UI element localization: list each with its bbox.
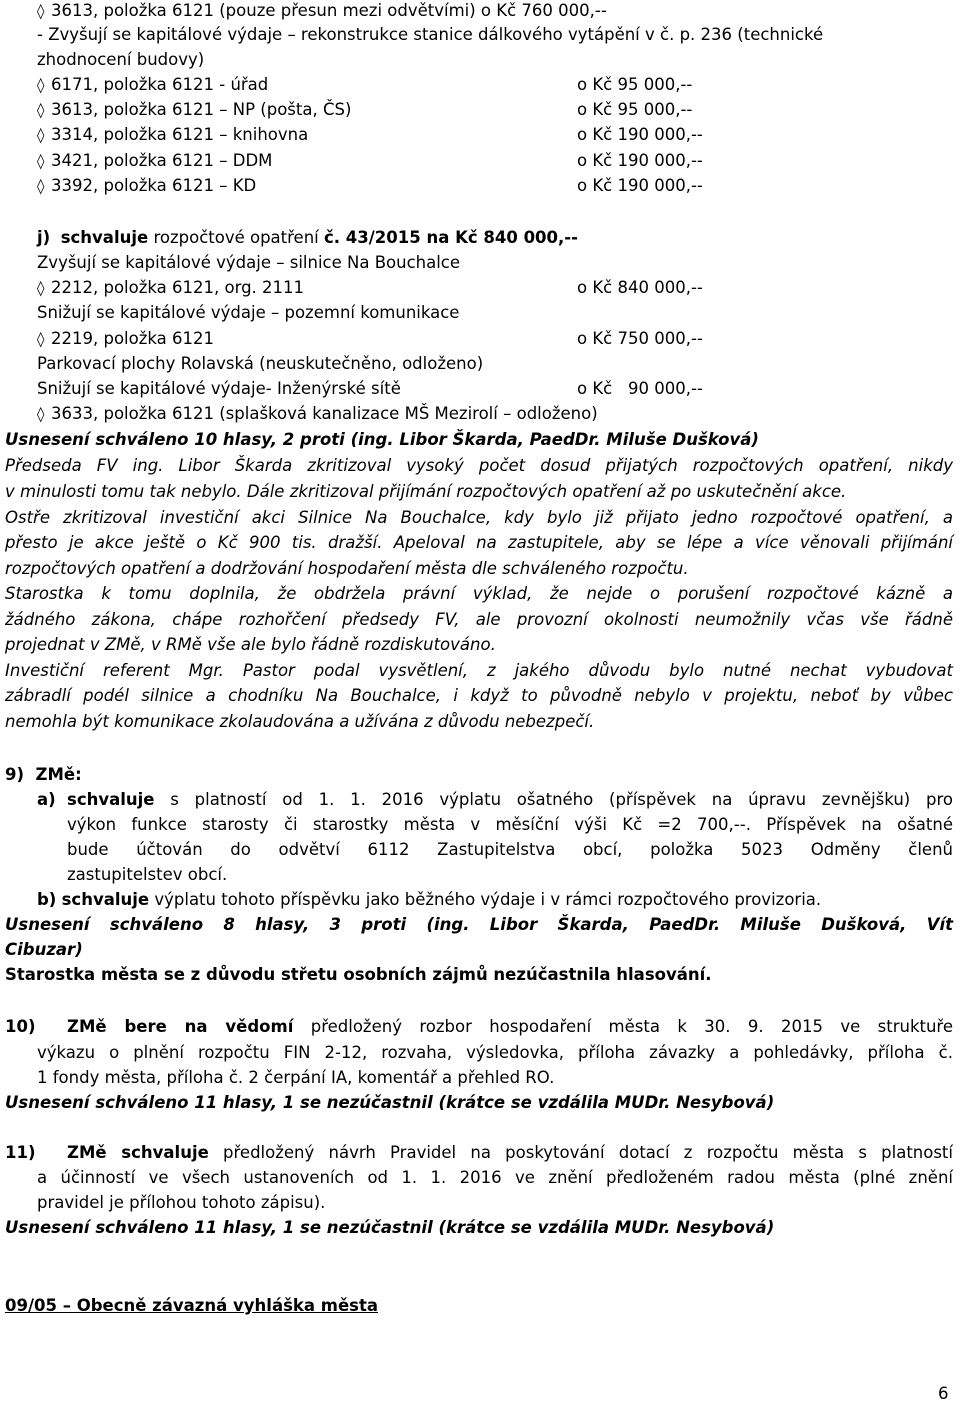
resolution-9: Usnesení schváleno 8 hlasy, 3 proti (ing. Libor Škarda, PaedDr. Miluše Dušková, Vít	[5, 915, 953, 934]
budget-row: ◊ 6171, položka 6121 - úřad o Kč 95 000,--	[37, 75, 693, 94]
resolution-9-cont: Cibuzar)	[5, 940, 83, 959]
diamond-bullet-icon: ◊	[37, 76, 45, 94]
item-j-line-1: j) schvaluje rozpočtové opatření č. 43/2015 na Kč 840 000,--	[37, 228, 578, 247]
para2-line: projednat v ZMě, v RMě vše ale bylo řádně rozdiskutováno.	[5, 635, 496, 654]
para2-line: Starostka k tomu doplnila, že obdržela právní výklad, že nejde o porušení rozpočtové kázně a	[5, 584, 953, 603]
section-9-heading: 9) ZMě:	[5, 765, 82, 784]
para1-line: Předseda FV ing. Libor Škarda zkritizoval vysoký počet dosud přijatých rozpočtových opatření, nikdy	[5, 456, 953, 475]
diamond-bullet-icon: ◊	[37, 279, 45, 297]
section-10-line: ZMě bere na vědomí předložený rozbor hospodaření města k 30. 9. 2015 ve struktuře	[67, 1017, 953, 1036]
diamond-bullet-icon: ◊	[37, 101, 45, 119]
para2-line: žádného zákona, chápe rozhořčení předsedy FV, ale provozní okolnosti neumožnily včas vše řádně	[5, 610, 953, 629]
item-j-line-5: ◊ 2219, položka 6121 o Kč 750 000,--	[37, 329, 703, 348]
resolution-10: Usnesení schváleno 11 hlasy, 1 se nezúčastnil (krátce se vzdálila MUDr. Nesybová)	[5, 1093, 775, 1112]
budget-row: ◊ 3613, položka 6121 – NP (pošta, ČS) o Kč 95 000,--	[37, 100, 693, 119]
item-j-line-2: Zvyšují se kapitálové výdaje – silnice Na Bouchalce	[37, 253, 461, 272]
item-j-line-7: Snižují se kapitálové výdaje- Inženýrské sítě o Kč 90 000,--	[37, 379, 703, 398]
para1-line: přesto je akce ještě o Kč 900 tis. dražší. Apeloval na zastupitele, aby se lépe a více věnovali přijímání	[5, 533, 953, 552]
section-9a-line: výkon funkce starosty či starostky města v měsíční výši Kč =2 700,--. Příspěvek na ošatné	[67, 815, 953, 834]
para3-line: zábradlí podél silnice a chodníku Na Bouchalce, i když to původně nebylo v projektu, neboť by vůbec	[5, 686, 953, 705]
para1-line: Ostře zkritizoval investiční akci Silnice Na Bouchalce, kdy bylo již přijato jedno rozpočtové opatření, a	[5, 508, 953, 527]
section-10-line: výkazu o plnění rozpočtu FIN 2-12, rozvaha, výsledovka, příloha závazky a pohledávky, příloha č.	[37, 1043, 953, 1062]
diamond-bullet-icon: ◊	[37, 177, 45, 195]
diamond-bullet-icon: ◊	[37, 2, 45, 20]
top-line-2: - Zvyšují se kapitálové výdaje – rekonstrukce stanice dálkového vytápění v č. p. 236 (technické	[37, 25, 824, 44]
item-j-line-6: Parkovací plochy Rolavská (neuskutečněno, odloženo)	[37, 354, 484, 373]
section-10-line: 1 fondy města, příloha č. 2 čerpání IA, komentář a přehled RO.	[37, 1068, 555, 1087]
top-line-1: ◊ 3613, položka 6121 (pouze přesun mezi odvětvími) o Kč 760 000,--	[37, 1, 607, 20]
page-number: 6	[938, 1384, 949, 1403]
section-11-line: ZMě schvaluje předložený návrh Pravidel na poskytování dotací z rozpočtu města s platností	[67, 1143, 953, 1162]
budget-row: ◊ 3314, položka 6121 – knihovna o Kč 190 000,--	[37, 125, 703, 144]
diamond-bullet-icon: ◊	[37, 152, 45, 170]
section-11-line: pravidel je přílohou tohoto zápisu).	[37, 1193, 326, 1212]
budget-row: ◊ 3421, položka 6121 – DDM o Kč 190 000,--	[37, 151, 703, 170]
diamond-bullet-icon: ◊	[37, 126, 45, 144]
top-line-3: zhodnocení budovy)	[37, 50, 205, 69]
resolution-11: Usnesení schváleno 11 hlasy, 1 se nezúčastnil (krátce se vzdálila MUDr. Nesybová)	[5, 1218, 775, 1237]
item-j-line-8: ◊ 3633, položka 6121 (splašková kanalizace MŠ Mezirolí – odloženo)	[37, 404, 598, 423]
para3-line: Investiční referent Mgr. Pastor podal vysvětlení, z jakého důvodu bylo nutné nechat vybudovat	[5, 661, 953, 680]
section-10-number: 10)	[5, 1017, 36, 1036]
para1-line: rozpočtových opatření a dodržování hospodaření města dle schváleného rozpočtu.	[5, 559, 689, 578]
section-11-number: 11)	[5, 1143, 36, 1162]
section-9a-label: a)	[37, 790, 56, 809]
section-heading: 09/05 – Obecně závazná vyhláška města	[5, 1296, 378, 1315]
para3-line: nemohla být komunikace zkolaudována a užívána z důvodu nebezpečí.	[5, 712, 595, 731]
section-9-note: Starostka města se z důvodu střetu osobních zájmů nezúčastnila hlasování.	[5, 965, 712, 984]
item-j-line-4: Snižují se kapitálové výdaje – pozemní komunikace	[37, 303, 460, 322]
diamond-bullet-icon: ◊	[37, 330, 45, 348]
section-9b-line: b) schvaluje výplatu tohoto příspěvku jako běžného výdaje i v rámci rozpočtového provizoria.	[37, 890, 822, 909]
resolution-1: Usnesení schváleno 10 hlasy, 2 proti (ing. Libor Škarda, PaedDr. Miluše Dušková)	[5, 430, 759, 449]
section-11-line: a účinností ve všech ustanoveních od 1. 1. 2016 ve znění předloženém radou města (plné znění	[37, 1168, 953, 1187]
section-9a-line: bude účtován do odvětví 6112 Zastupitelstva obcí, položka 5023 Odměny členů	[67, 840, 953, 859]
item-j-line-3: ◊ 2212, položka 6121, org. 2111 o Kč 840 000,--	[37, 278, 703, 297]
diamond-bullet-icon: ◊	[37, 405, 45, 423]
section-9a-line: zastupitelstev obcí.	[67, 865, 228, 884]
budget-row: ◊ 3392, položka 6121 – KD o Kč 190 000,--	[37, 176, 703, 195]
section-9a-line: schvaluje s platností od 1. 1. 2016 výplatu ošatného (příspěvek na úpravu zevnějšku) pro	[67, 790, 953, 809]
para1-line: v minulosti tomu tak nebylo. Dále zkritizoval přijímání rozpočtových opatření až po uskutečnění akce.	[5, 482, 847, 501]
